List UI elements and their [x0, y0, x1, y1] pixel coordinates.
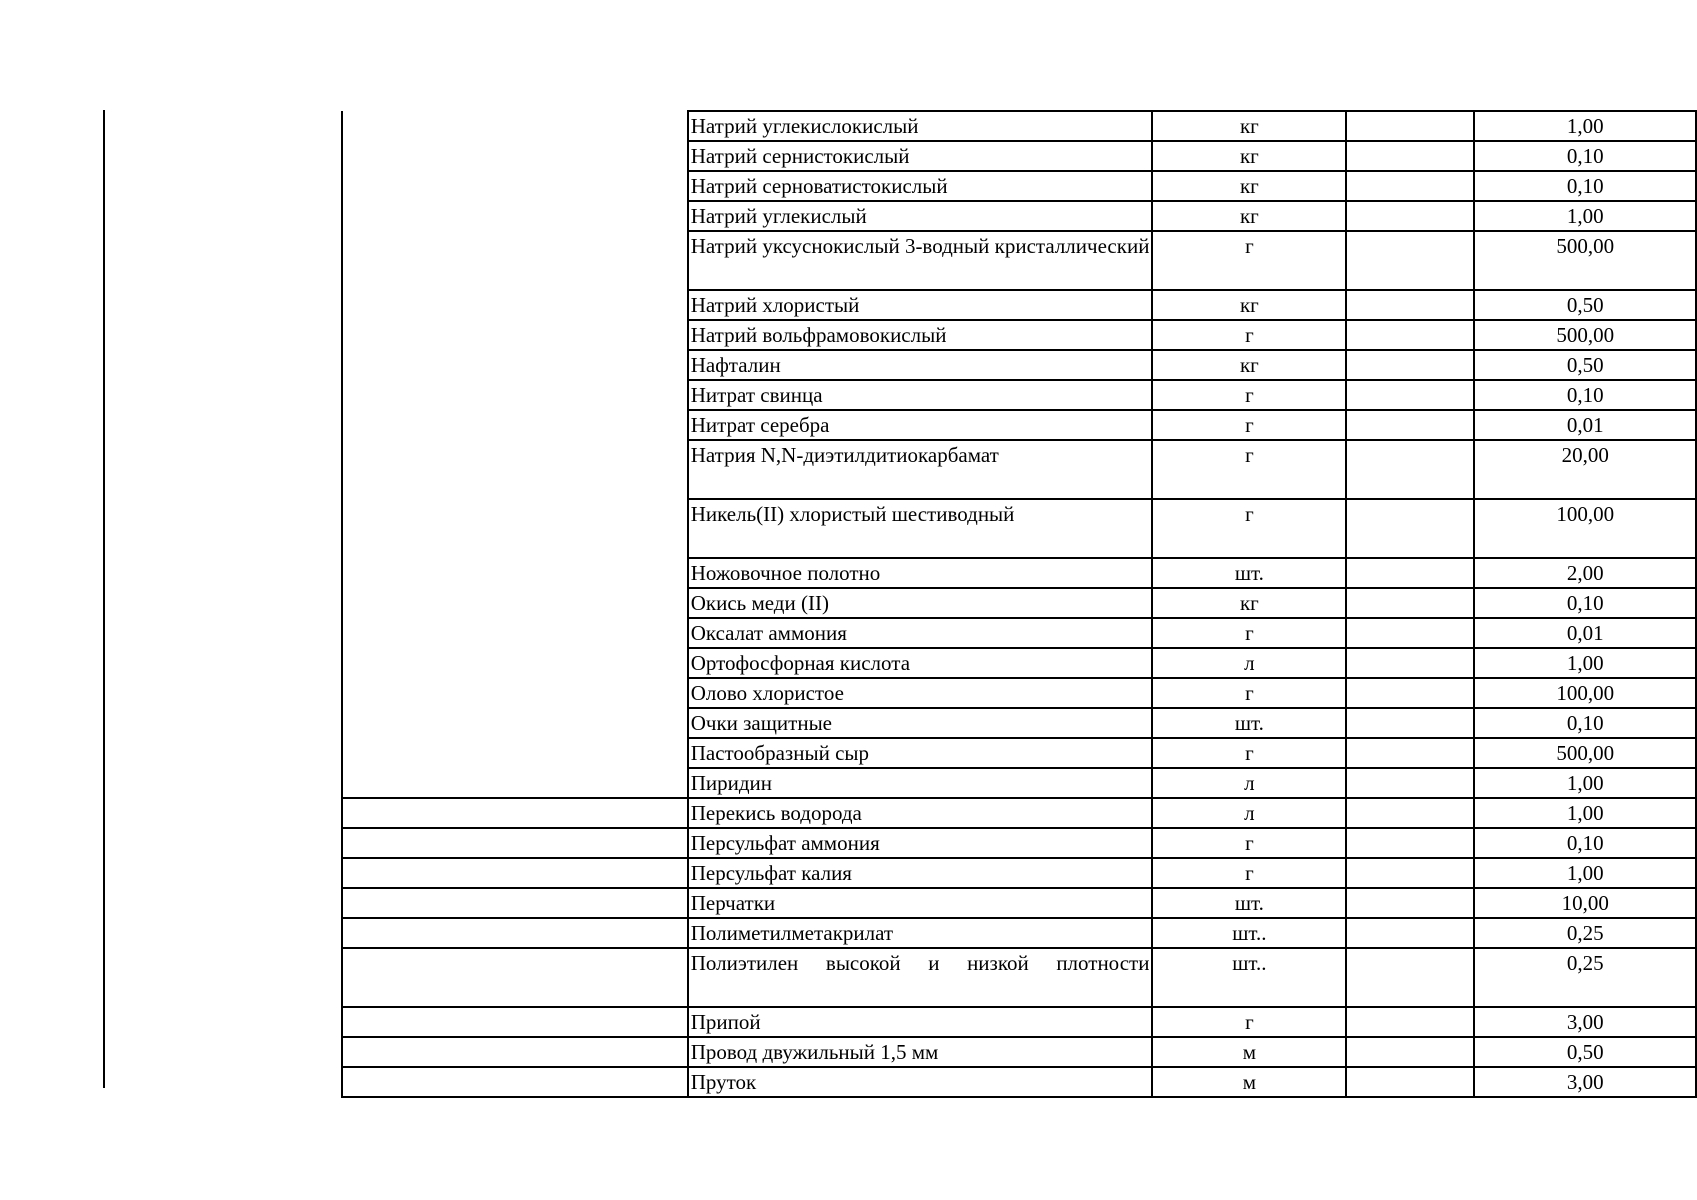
item-unit: г: [1152, 499, 1346, 558]
item-name: Нафталин: [688, 350, 1153, 380]
blank-cell: [342, 918, 688, 948]
item-qty: 0,10: [1474, 171, 1696, 201]
item-qty: 1,00: [1474, 201, 1696, 231]
item-empty-cell: [1346, 1037, 1474, 1067]
item-name: Нитрат свинца: [688, 380, 1153, 410]
table-row: [342, 888, 1696, 918]
item-qty: 0,10: [1474, 141, 1696, 171]
item-empty-cell: [1346, 1067, 1474, 1097]
item-unit: шт.: [1152, 558, 1346, 588]
item-unit: кг: [1152, 350, 1346, 380]
item-name: Никель(II) хлористый шестиводный: [688, 499, 1153, 558]
table-row: [342, 1067, 1696, 1097]
item-qty: 10,00: [1474, 888, 1696, 918]
item-name: Натрия N,N-диэтилдитиокарбамат: [688, 440, 1153, 499]
blank-cell: [342, 1067, 688, 1097]
item-unit: кг: [1152, 141, 1346, 171]
item-qty: 0,50: [1474, 1037, 1696, 1067]
item-unit: л: [1152, 768, 1346, 798]
item-empty-cell: [1346, 440, 1474, 499]
item-empty-cell: [1346, 290, 1474, 320]
item-qty: 0,10: [1474, 380, 1696, 410]
item-name: Пиридин: [688, 768, 1153, 798]
item-empty-cell: [1346, 1007, 1474, 1037]
item-empty-cell: [1346, 201, 1474, 231]
item-qty: 1,00: [1474, 858, 1696, 888]
item-empty-cell: [1346, 141, 1474, 171]
item-qty: 1,00: [1474, 798, 1696, 828]
item-empty-cell: [1346, 678, 1474, 708]
item-empty-cell: [1346, 768, 1474, 798]
item-unit: м: [1152, 1067, 1346, 1097]
item-name: Припой: [688, 1007, 1153, 1037]
item-name: Окись меди (II): [688, 588, 1153, 618]
item-name: Перекись водорода: [688, 798, 1153, 828]
item-unit: г: [1152, 440, 1346, 499]
item-name: Персульфат калия: [688, 858, 1153, 888]
item-unit: г: [1152, 320, 1346, 350]
table-row: [342, 858, 1696, 888]
item-unit: г: [1152, 1007, 1346, 1037]
item-unit: г: [1152, 858, 1346, 888]
table-row: [342, 1007, 1696, 1037]
item-unit: г: [1152, 231, 1346, 290]
item-empty-cell: [1346, 708, 1474, 738]
item-unit: кг: [1152, 171, 1346, 201]
item-qty: 20,00: [1474, 440, 1696, 499]
item-unit: шт.: [1152, 708, 1346, 738]
item-qty: 100,00: [1474, 499, 1696, 558]
item-qty: 1,00: [1474, 768, 1696, 798]
item-name: Натрий сернистокислый: [688, 141, 1153, 171]
item-unit: г: [1152, 738, 1346, 768]
item-empty-cell: [1346, 410, 1474, 440]
item-empty-cell: [1346, 558, 1474, 588]
blank-cell: [342, 828, 688, 858]
item-empty-cell: [1346, 648, 1474, 678]
item-name: Натрий серноватистокислый: [688, 171, 1153, 201]
item-qty: 500,00: [1474, 738, 1696, 768]
item-qty: 500,00: [1474, 231, 1696, 290]
item-empty-cell: [1346, 350, 1474, 380]
item-unit: л: [1152, 798, 1346, 828]
item-name: Полиэтилен высокой и низкой плотности: [688, 948, 1153, 1007]
item-unit: кг: [1152, 111, 1346, 141]
item-unit: г: [1152, 410, 1346, 440]
item-qty: 1,00: [1474, 111, 1696, 141]
blank-cell: [342, 1007, 688, 1037]
item-empty-cell: [1346, 588, 1474, 618]
item-empty-cell: [1346, 858, 1474, 888]
item-name: Натрий хлористый: [688, 290, 1153, 320]
item-unit: л: [1152, 648, 1346, 678]
item-unit: г: [1152, 380, 1346, 410]
table-row: [342, 828, 1696, 858]
item-name: Пастообразный сыр: [688, 738, 1153, 768]
item-empty-cell: [1346, 918, 1474, 948]
item-qty: 500,00: [1474, 320, 1696, 350]
item-name: Натрий углекислокислый: [688, 111, 1153, 141]
item-qty: 0,25: [1474, 918, 1696, 948]
table-row: [342, 1037, 1696, 1067]
item-qty: 3,00: [1474, 1007, 1696, 1037]
item-empty-cell: [1346, 738, 1474, 768]
blank-cell: [342, 798, 688, 828]
item-qty: 0,10: [1474, 828, 1696, 858]
item-qty: 0,25: [1474, 948, 1696, 1007]
item-unit: шт..: [1152, 918, 1346, 948]
item-qty: 0,10: [1474, 708, 1696, 738]
item-empty-cell: [1346, 888, 1474, 918]
item-empty-cell: [1346, 948, 1474, 1007]
item-name: Натрий вольфрамовокислый: [688, 320, 1153, 350]
item-name: Ножовочное полотно: [688, 558, 1153, 588]
supplies-table: [341, 110, 1697, 1098]
blank-cell: [342, 888, 688, 918]
item-empty-cell: [1346, 380, 1474, 410]
item-qty: 0,10: [1474, 588, 1696, 618]
item-empty-cell: [1346, 499, 1474, 558]
item-empty-cell: [1346, 828, 1474, 858]
table-row: [342, 918, 1696, 948]
item-qty: 0,50: [1474, 350, 1696, 380]
item-qty: 2,00: [1474, 558, 1696, 588]
blank-cell: [342, 1037, 688, 1067]
item-name: Олово хлористое: [688, 678, 1153, 708]
item-unit: г: [1152, 618, 1346, 648]
item-name: Нитрат серебра: [688, 410, 1153, 440]
item-empty-cell: [1346, 231, 1474, 290]
item-name: Ортофосфорная кислота: [688, 648, 1153, 678]
item-empty-cell: [1346, 618, 1474, 648]
item-empty-cell: [1346, 320, 1474, 350]
item-name: Натрий уксуснокислый 3-водный кристаллический: [688, 231, 1153, 290]
item-unit: г: [1152, 828, 1346, 858]
item-name: Перчатки: [688, 888, 1153, 918]
blank-cell: [342, 858, 688, 888]
supplies-table-body: [342, 111, 1696, 1097]
table-row: [342, 948, 1696, 1007]
item-unit: кг: [1152, 290, 1346, 320]
item-name: Натрий углекислый: [688, 201, 1153, 231]
item-empty-cell: [1346, 798, 1474, 828]
item-qty: 0,01: [1474, 618, 1696, 648]
item-qty: 0,01: [1474, 410, 1696, 440]
item-qty: 3,00: [1474, 1067, 1696, 1097]
item-unit: м: [1152, 1037, 1346, 1067]
item-unit: шт..: [1152, 948, 1346, 1007]
item-name: Провод двужильный 1,5 мм: [688, 1037, 1153, 1067]
item-empty-cell: [1346, 111, 1474, 141]
merged-blank-cell: [342, 111, 688, 798]
item-unit: кг: [1152, 201, 1346, 231]
table-row: [342, 111, 1696, 141]
item-qty: 0,50: [1474, 290, 1696, 320]
table-row: [342, 798, 1696, 828]
item-name: Полиметилметакрилат: [688, 918, 1153, 948]
item-empty-cell: [1346, 171, 1474, 201]
item-name: Персульфат аммония: [688, 828, 1153, 858]
item-qty: 100,00: [1474, 678, 1696, 708]
blank-cell: [342, 948, 688, 1007]
page-left-rule: [103, 110, 105, 1088]
item-name: Оксалат аммония: [688, 618, 1153, 648]
item-unit: г: [1152, 678, 1346, 708]
item-unit: кг: [1152, 588, 1346, 618]
item-name: Очки защитные: [688, 708, 1153, 738]
item-name: Пруток: [688, 1067, 1153, 1097]
item-unit: шт.: [1152, 888, 1346, 918]
item-qty: 1,00: [1474, 648, 1696, 678]
